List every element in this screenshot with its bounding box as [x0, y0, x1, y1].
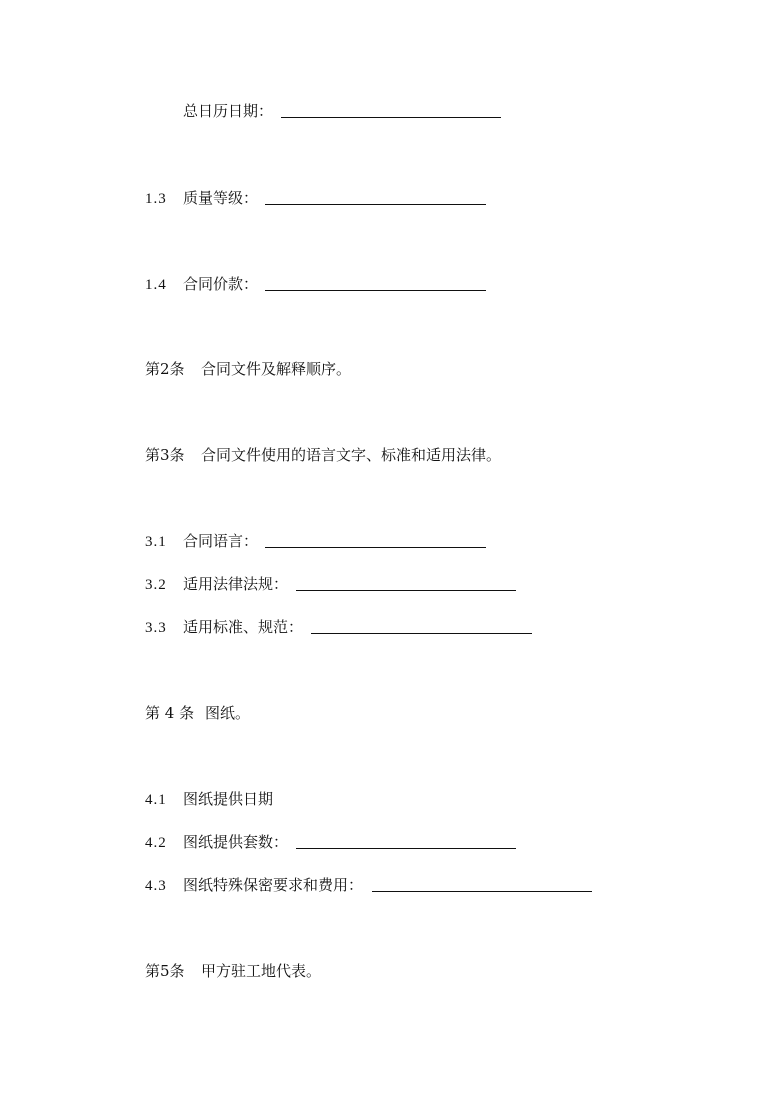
article-2-row [145, 359, 351, 379]
clause-4-1-number: 4.1 [145, 792, 167, 808]
clause-4-2-row [145, 832, 288, 852]
quality-grade-blank[interactable] [265, 204, 486, 205]
article-4-title: 图纸。 [205, 704, 251, 722]
clause-4-1-label: 图纸提供日期 [183, 790, 274, 808]
clause-1-3-number: 1.3 [145, 191, 167, 207]
clause-4-3-label: 图纸特殊保密要求和费用： [183, 876, 364, 894]
clause-3-1-label: 合同语言： [183, 532, 259, 550]
clause-3-2-number: 3.2 [145, 577, 167, 593]
calendar-days-label: 总日历日期： [183, 102, 274, 120]
clause-1-3-label: 质量等级： [183, 189, 259, 207]
article-4-number: 第 4 条 [145, 704, 195, 722]
article-2-title: 合同文件及解释顺序。 [201, 360, 352, 378]
clause-1-4-number: 1.4 [145, 277, 167, 293]
article-5-row [145, 961, 321, 981]
clause-3-3-row [145, 617, 303, 637]
clause-3-2-row [145, 574, 288, 594]
confidentiality-cost-blank[interactable] [372, 891, 592, 892]
clause-3-2-label: 适用法律法规： [183, 575, 289, 593]
applicable-laws-blank[interactable] [296, 590, 516, 591]
contract-price-blank[interactable] [265, 290, 486, 291]
clause-1-4-row [145, 274, 258, 294]
clause-3-1-row [145, 531, 258, 551]
clause-4-3-row [145, 875, 363, 895]
calendar-days-blank[interactable] [281, 117, 501, 118]
clause-1-4-label: 合同价款： [183, 275, 259, 293]
contract-language-blank[interactable] [265, 547, 486, 548]
article-3-title: 合同文件使用的语言文字、标准和适用法律。 [201, 446, 502, 464]
article-4-row [145, 703, 250, 723]
drawing-sets-blank[interactable] [296, 848, 516, 849]
article-3-row [145, 445, 501, 465]
clause-4-2-number: 4.2 [145, 835, 167, 851]
clause-4-3-number: 4.3 [145, 878, 167, 894]
clause-4-1-row [145, 789, 273, 809]
calendar-days-row [183, 101, 273, 121]
article-5-number: 第5条 [145, 962, 185, 980]
clause-4-2-label: 图纸提供套数： [183, 833, 289, 851]
article-5-title: 甲方驻工地代表。 [201, 962, 322, 980]
applicable-standards-blank[interactable] [311, 633, 532, 634]
article-3-number: 第3条 [145, 446, 185, 464]
article-2-number: 第2条 [145, 360, 185, 378]
clause-3-1-number: 3.1 [145, 534, 167, 550]
clause-3-3-number: 3.3 [145, 620, 167, 636]
clause-3-3-label: 适用标准、规范： [183, 618, 304, 636]
clause-1-3-row [145, 188, 258, 208]
